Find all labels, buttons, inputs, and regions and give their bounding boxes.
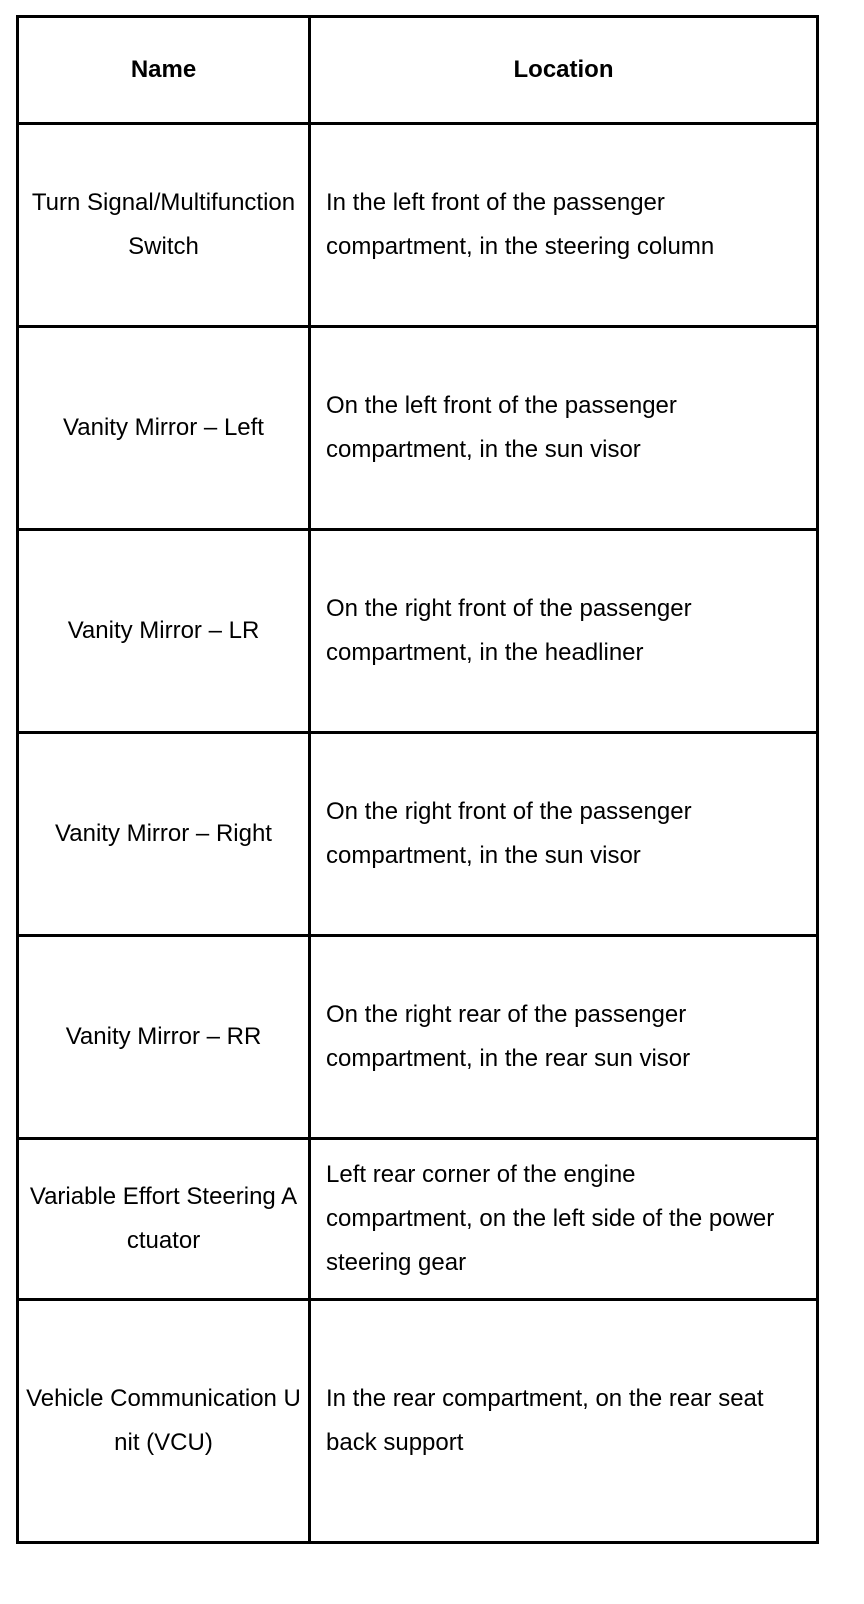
component-name: Vanity Mirror – Left	[18, 327, 310, 530]
component-location: On the left front of the passenger compartment, in the sun visor	[310, 327, 818, 530]
component-name: Variable Effort Steering Actuator	[18, 1139, 310, 1300]
header-location: Location	[310, 17, 818, 124]
table-row	[18, 124, 818, 327]
header-row	[18, 17, 818, 124]
component-name: Vanity Mirror – RR	[18, 936, 310, 1139]
table-row	[18, 1139, 818, 1300]
component-location: On the right front of the passenger compartment, in the headliner	[310, 530, 818, 733]
table-row	[18, 530, 818, 733]
component-name: Vanity Mirror – LR	[18, 530, 310, 733]
component-location: In the rear compartment, on the rear seat back support	[310, 1300, 818, 1543]
component-name: Turn Signal/Multifunction Switch	[18, 124, 310, 327]
component-name: Vehicle Communication Unit (VCU)	[18, 1300, 310, 1543]
table-row	[18, 1300, 818, 1543]
component-location-table	[16, 15, 819, 1544]
component-location: In the left front of the passenger compartment, in the steering column	[310, 124, 818, 327]
table-row	[18, 936, 818, 1139]
component-location: On the right rear of the passenger compartment, in the rear sun visor	[310, 936, 818, 1139]
header-name: Name	[18, 17, 310, 124]
table-row	[18, 327, 818, 530]
table-row	[18, 733, 818, 936]
component-location: Left rear corner of the engine compartment, on the left side of the power steering gear	[310, 1139, 818, 1300]
component-name: Vanity Mirror – Right	[18, 733, 310, 936]
component-location: On the right front of the passenger compartment, in the sun visor	[310, 733, 818, 936]
